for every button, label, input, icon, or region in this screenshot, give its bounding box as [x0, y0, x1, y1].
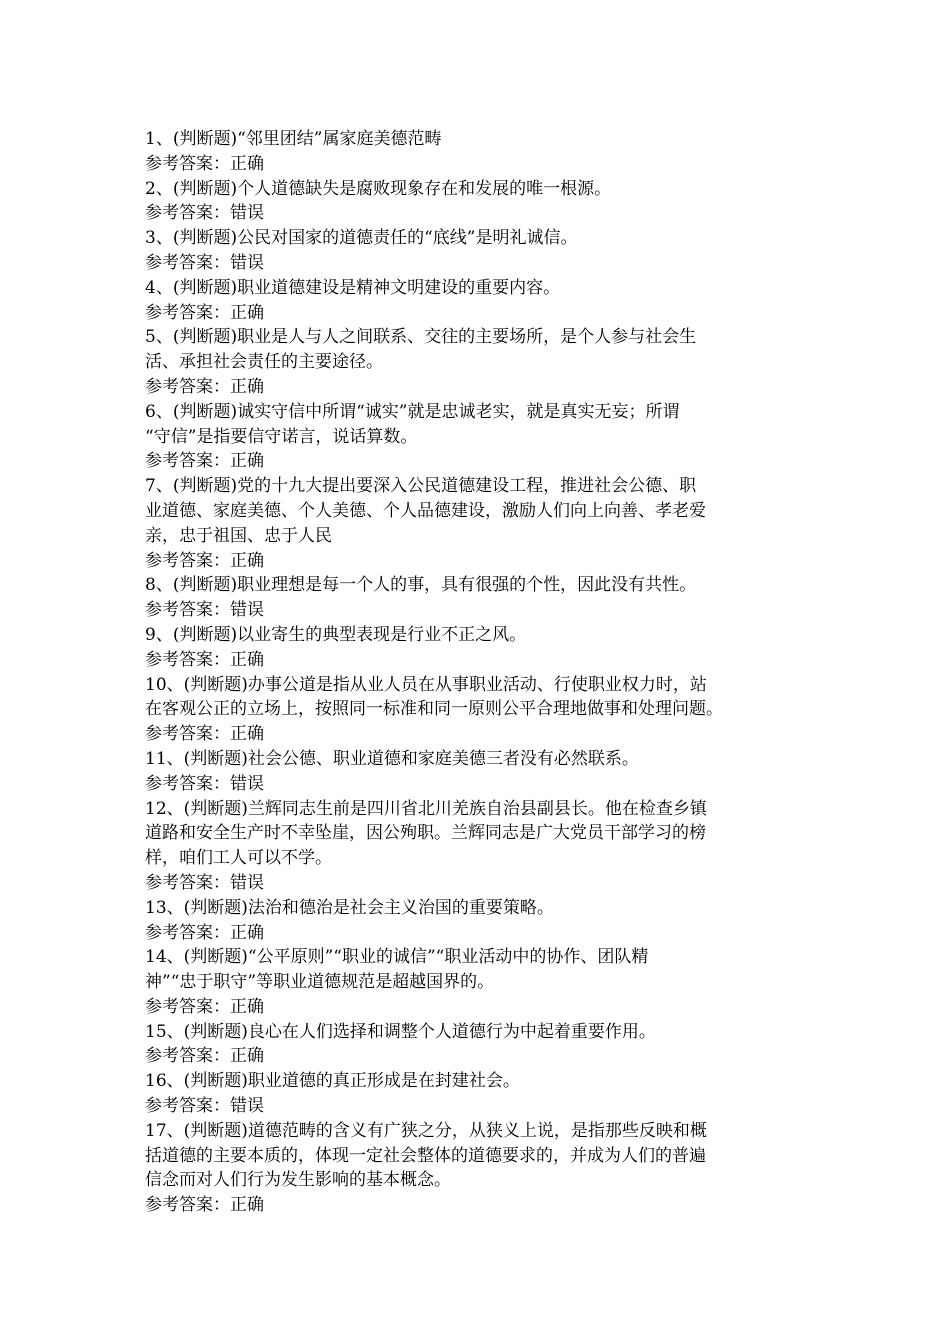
question-line: 道路和安全生产时不幸坠崖，因公殉职。兰辉同志是广大党员干部学习的榜	[145, 823, 706, 844]
question-line: 2、(判断题)个人道德缺失是腐败现象存在和发展的唯一根源。	[145, 178, 612, 199]
question-line: 括道德的主要本质的，体现一定社会整体的道德要求的，并成为人们的普遍	[145, 1145, 706, 1166]
question-line: 8、(判断题)职业理想是每一个人的事，具有很强的个性，因此没有共性。	[145, 575, 697, 596]
question-line: “守信”是指要信守诺言，说话算数。	[145, 426, 418, 447]
question-line: 17、(判断题)道德范畴的含义有广狭之分，从狭义上说，是指那些反映和概	[145, 1120, 707, 1141]
question-line: 3、(判断题)公民对国家的道德责任的“底线”是明礼诚信。	[145, 228, 578, 249]
question-line: 10、(判断题)办事公道是指从业人员在从事职业活动、行使职业权力时，站	[145, 674, 707, 695]
question-line: 在客观公正的立场上，按照同一标准和同一原则公平合理地做事和处理问题。	[145, 699, 723, 720]
answer-line: 参考答案：错误	[145, 252, 264, 273]
question-line: 神”“忠于职守”等职业道德规范是超越国界的。	[145, 972, 495, 993]
answer-line: 参考答案：正确	[145, 996, 264, 1017]
question-line: 样，咱们工人可以不学。	[145, 848, 332, 869]
question-line: 9、(判断题)以业寄生的典型表现是行业不正之风。	[145, 624, 527, 645]
answer-line: 参考答案：错误	[145, 872, 264, 893]
answer-line: 参考答案：正确	[145, 1195, 264, 1216]
question-line: 13、(判断题)法治和德治是社会主义治国的重要策略。	[145, 897, 554, 918]
answer-line: 参考答案：正确	[145, 550, 264, 571]
answer-line: 参考答案：正确	[145, 153, 264, 174]
answer-line: 参考答案：正确	[145, 922, 264, 943]
question-line: 7、(判断题)党的十九大提出要深入公民道德建设工程，推进社会公德、职	[145, 476, 697, 497]
question-line: 6、(判断题)诚实守信中所谓“诚实”就是忠诚老实，就是真实无妄；所谓	[145, 401, 680, 422]
answer-line: 参考答案：正确	[145, 302, 264, 323]
question-line: 4、(判断题)职业道德建设是精神文明建设的重要内容。	[145, 277, 561, 298]
document-page	[145, 127, 820, 1218]
question-line: 活、承担社会责任的主要途径。	[145, 352, 383, 373]
answer-line: 参考答案：正确	[145, 376, 264, 397]
answer-line: 参考答案：错误	[145, 773, 264, 794]
question-line: 亲，忠于祖国、忠于人民	[145, 525, 332, 546]
question-line: 1、(判断题)“邻里团结”属家庭美德范畴	[145, 129, 442, 149]
answer-line: 参考答案：正确	[145, 724, 264, 745]
answer-line: 参考答案：错误	[145, 600, 264, 621]
question-line: 14、(判断题)“公平原则”“职业的诚信”“职业活动中的协作、团队精	[145, 947, 649, 968]
question-line: 15、(判断题)良心在人们选择和调整个人道德行为中起着重要作用。	[145, 1021, 656, 1042]
answer-line: 参考答案：错误	[145, 1096, 264, 1117]
answer-line: 参考答案：正确	[145, 451, 264, 472]
question-line: 12、(判断题)兰辉同志生前是四川省北川羌族自治县副县长。他在检查乡镇	[145, 798, 707, 819]
answer-line: 参考答案：正确	[145, 1046, 264, 1067]
question-line: 业道德、家庭美德、个人美德、个人品德建设，激励人们向上向善、孝老爱	[145, 500, 706, 521]
answer-line: 参考答案：错误	[145, 203, 264, 224]
question-line: 5、(判断题)职业是人与人之间联系、交往的主要场所，是个人参与社会生	[145, 327, 697, 348]
question-line: 信念而对人们行为发生影响的基本概念。	[145, 1170, 451, 1191]
answer-line: 参考答案：正确	[145, 649, 264, 670]
question-line: 16、(判断题)职业道德的真正形成是在封建社会。	[145, 1071, 520, 1092]
question-line: 11、(判断题)社会公德、职业道德和家庭美德三者没有必然联系。	[145, 748, 639, 769]
